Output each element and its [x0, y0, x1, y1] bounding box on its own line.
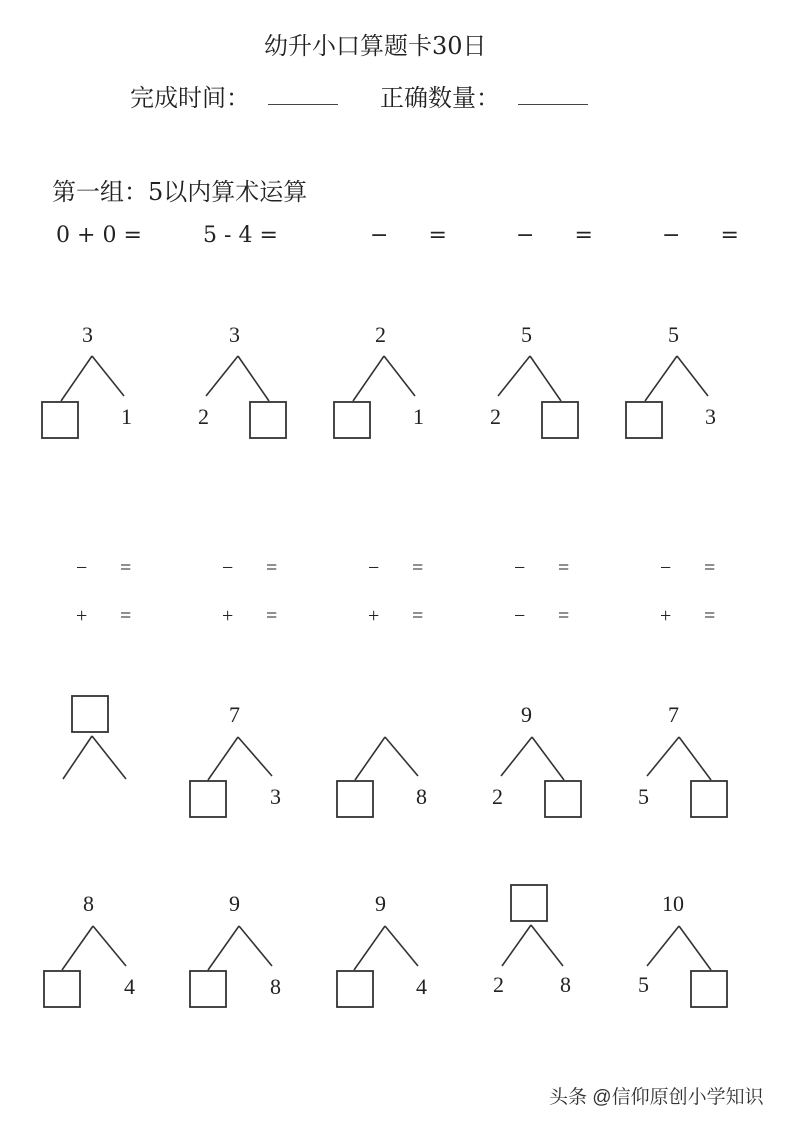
bond-top-number: 7: [668, 702, 679, 727]
number-bond: [490, 322, 578, 438]
equals: =: [412, 605, 424, 627]
bond-left-number: 2: [493, 972, 504, 997]
equation-operator: -: [224, 223, 232, 248]
number-bond: [493, 885, 571, 997]
answer-box[interactable]: [691, 781, 727, 817]
correct-count-text: 正确数量：: [380, 84, 500, 112]
number-bond: [337, 737, 427, 817]
equals: =: [558, 605, 570, 627]
answer-box[interactable]: [691, 971, 727, 1007]
equation-equals: =: [123, 223, 142, 248]
equals: =: [120, 605, 132, 627]
bond-left-number: 5: [638, 784, 649, 809]
bond-right-number: 8: [270, 974, 281, 999]
answer-box[interactable]: [511, 885, 547, 921]
bond-right-number: 8: [560, 972, 571, 997]
equation-equals: =: [720, 223, 739, 248]
equation-operand-a: 0: [56, 223, 70, 248]
answer-box[interactable]: [337, 781, 373, 817]
equation-row-1: [76, 557, 715, 579]
bond-top-number: 9: [375, 891, 386, 916]
bond-top-number: 7: [229, 702, 240, 727]
equation-operator: −: [662, 223, 681, 248]
number-bond: [198, 322, 286, 438]
equals: =: [266, 557, 278, 579]
bond-top-number: 9: [521, 702, 532, 727]
number-bond: [42, 322, 132, 438]
operator: −: [514, 557, 526, 579]
section-title: 第一组：5以内算术运算: [52, 178, 308, 206]
page-title: 幼升小口算题卡30日: [264, 32, 487, 60]
answer-box[interactable]: [337, 971, 373, 1007]
answer-box[interactable]: [72, 696, 108, 732]
equation-equals: =: [259, 223, 278, 248]
equation-operand-b: 4: [238, 223, 253, 248]
equation-operator: +: [77, 223, 96, 248]
watermark: 头条 @信仰原创小学知识: [549, 1087, 764, 1108]
bond-right-number: 3: [270, 784, 281, 809]
bond-right-number: 3: [705, 404, 716, 429]
answer-box[interactable]: [250, 402, 286, 438]
bond-top-number: 10: [662, 891, 684, 916]
equals: =: [704, 557, 716, 579]
equation-operand-a: 5: [203, 223, 217, 248]
answer-box[interactable]: [42, 402, 78, 438]
equation-operator: −: [516, 223, 535, 248]
equals: =: [704, 605, 716, 627]
operator: −: [222, 557, 234, 579]
bond-right-number: 1: [413, 404, 424, 429]
number-bond: [190, 891, 281, 1007]
bond-top-number: 8: [83, 891, 94, 916]
number-bond: [337, 891, 427, 1007]
operator: −: [368, 557, 380, 579]
equation-operand-b: 0: [102, 223, 117, 248]
answer-box[interactable]: [190, 971, 226, 1007]
answer-box[interactable]: [190, 781, 226, 817]
bond-right-number: 8: [416, 784, 427, 809]
equation-equals: =: [428, 223, 447, 248]
bond-left-number: 5: [638, 972, 649, 997]
equation-operator: −: [370, 223, 389, 248]
bond-top-number: 9: [229, 891, 240, 916]
number-bond: [190, 702, 281, 817]
operator: −: [660, 557, 672, 579]
number-bond: [638, 891, 727, 1007]
bond-left-number: 2: [198, 404, 209, 429]
equals: =: [412, 557, 424, 579]
bond-right-number: 1: [121, 404, 132, 429]
answer-box[interactable]: [334, 402, 370, 438]
number-bond: [63, 696, 126, 779]
answer-box[interactable]: [44, 971, 80, 1007]
completion-time-text: 完成时间：: [130, 84, 250, 112]
number-bond: [334, 322, 424, 438]
number-bond: [638, 702, 727, 817]
bond-top-number: 3: [82, 322, 93, 347]
operator: +: [368, 605, 380, 627]
answer-box[interactable]: [626, 402, 662, 438]
bond-top-number: 5: [521, 322, 532, 347]
bond-top-number: 3: [229, 322, 240, 347]
number-bond: [626, 322, 716, 438]
bond-left-number: 2: [492, 784, 503, 809]
operator: −: [76, 557, 88, 579]
answer-box[interactable]: [542, 402, 578, 438]
answer-box[interactable]: [545, 781, 581, 817]
bond-top-number: 5: [668, 322, 679, 347]
equals: =: [266, 605, 278, 627]
operator: +: [660, 605, 672, 627]
equals: =: [558, 557, 570, 579]
number-bond: [44, 891, 135, 1007]
bond-left-number: 2: [490, 404, 501, 429]
bond-right-number: 4: [416, 974, 427, 999]
bond-right-number: 4: [124, 974, 135, 999]
operator: −: [514, 605, 526, 627]
operator: +: [222, 605, 234, 627]
number-bond: [492, 702, 581, 817]
bond-top-number: 2: [375, 322, 386, 347]
operator: +: [76, 605, 88, 627]
equation-equals: =: [574, 223, 593, 248]
equation-row-2: [76, 605, 715, 627]
equals: =: [120, 557, 132, 579]
